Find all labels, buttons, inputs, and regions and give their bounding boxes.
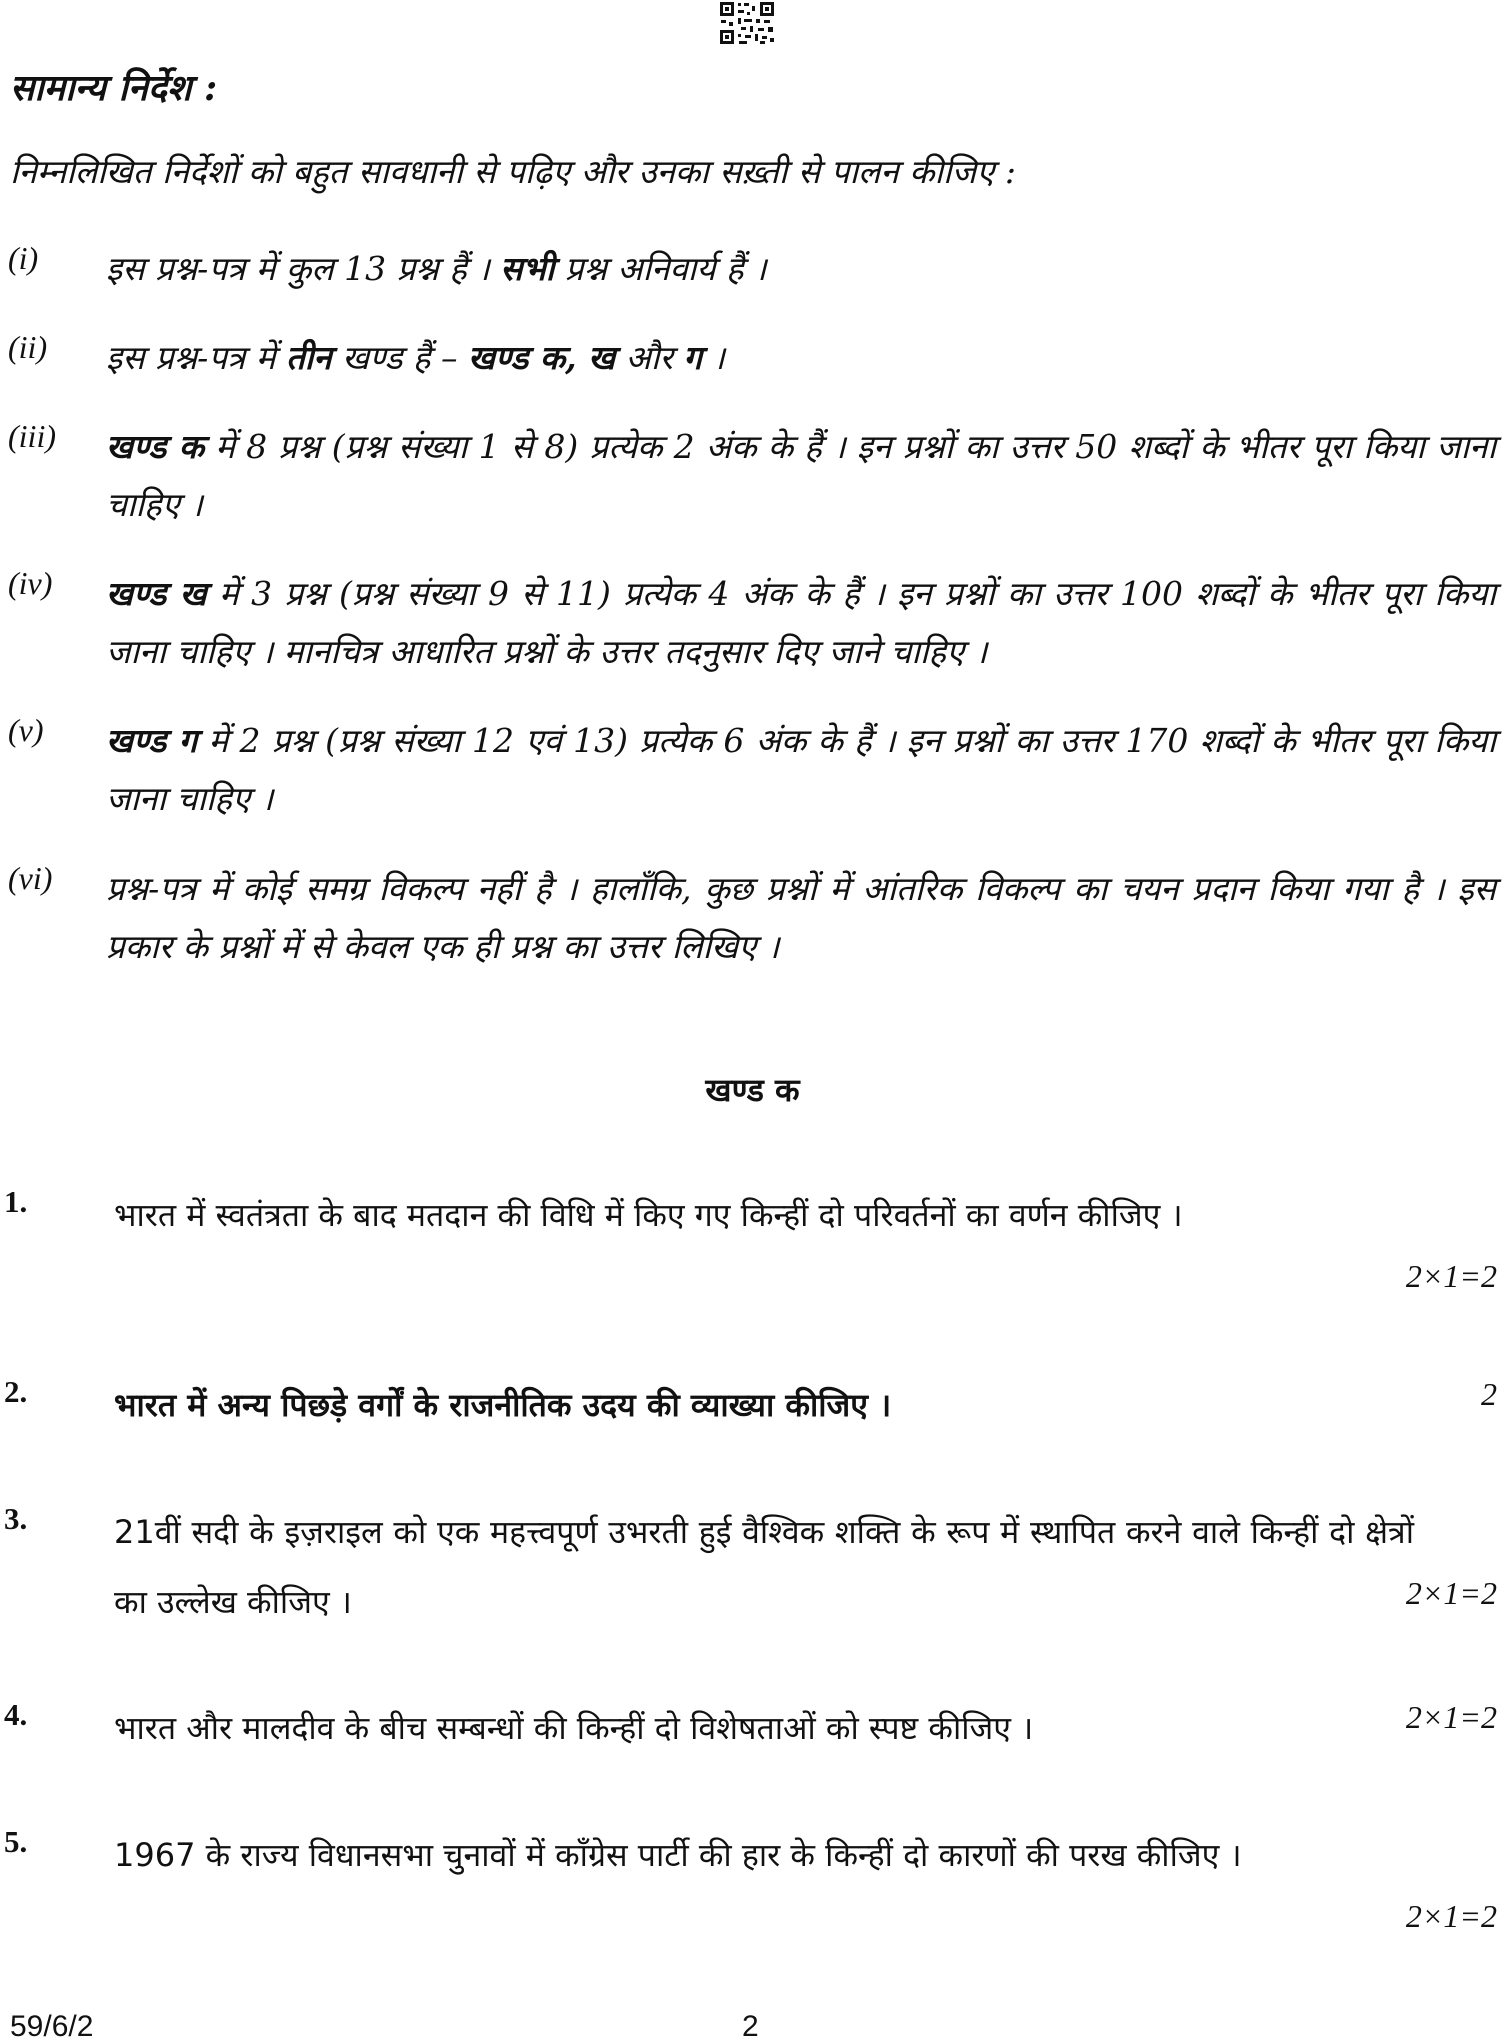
instruction-fragment: में 3 प्रश्न (प्रश्न संख्या 9 से 11) प्रत्येक 4 अंक के हैं । इन प्रश्नों का उत्तर 100 शब्दों के भीतर पूरा किया जाना चाहिए । मानचित्र आधारित प्रश्नों के उत्तर तदनुसार दिए जाने चाहिए । — [106, 574, 1497, 671]
instruction-text — [106, 860, 1496, 976]
instruction-emphasis: खण्ड ख — [106, 574, 207, 613]
instruction-fragment: इस प्रश्न-पत्र में — [106, 338, 286, 377]
instruction-number: (iii) — [8, 418, 56, 454]
paper-code: 59/6/2 — [10, 2010, 94, 2043]
general-instructions-intro: निम्नलिखित निर्देशों को बहुत सावधानी से पढ़िए और उनका सख़्ती से पालन कीजिए : — [10, 152, 1016, 191]
question-marks: 2×1=2 — [1405, 1898, 1497, 1934]
question-number: 4. — [4, 1697, 28, 1732]
question-marks: 2 — [1481, 1376, 1497, 1412]
instruction-emphasis: खण्ड ग — [106, 721, 198, 760]
question-text: 1967 के राज्य विधानसभा चुनावों में काँग्रेस पार्टी की हार के किन्हीं दो कारणों की परख कीजिए । — [114, 1836, 1242, 1874]
question-number: 5. — [4, 1824, 28, 1859]
instruction-text — [106, 418, 1496, 534]
question-number: 1. — [4, 1184, 28, 1219]
page-number: 2 — [742, 2010, 759, 2043]
instruction-text — [106, 240, 1496, 298]
instruction-emphasis: तीन — [285, 338, 332, 377]
question-text: भारत में अन्य पिछड़े वर्गों के राजनीतिक उदय की व्याख्या कीजिए । — [114, 1386, 892, 1424]
instruction-emphasis: सभी — [500, 249, 555, 288]
instruction-emphasis: खण्ड क, ख — [467, 338, 616, 377]
instruction-number: (v) — [8, 712, 44, 748]
instruction-fragment: । — [701, 338, 725, 377]
instruction-emphasis: खण्ड क — [106, 427, 204, 466]
qr-code-icon — [718, 0, 776, 46]
question-marks: 2×1=2 — [1405, 1575, 1497, 1611]
question-text: 21वीं सदी के इज़राइल को एक महत्त्वपूर्ण उभरती हुई वैश्विक शक्ति के रूप में स्थापित करने वाले किन्हीं दो क्षेत्रों का उल्लेख कीजिए । — [114, 1513, 1414, 1621]
question-marks: 2×1=2 — [1405, 1699, 1497, 1735]
instruction-fragment: खण्ड हैं – — [331, 338, 468, 377]
question-marks: 2×1=2 — [1405, 1258, 1497, 1294]
instruction-fragment: प्रश्न-पत्र में कोई समग्र विकल्प नहीं है । हालाँकि, कुछ प्रश्नों में आंतरिक विकल्प का चयन प्रदान किया गया है । इस प्रकार के प्रश्नों में से केवल एक ही प्रश्न का उत्तर लिखिए । — [106, 869, 1496, 966]
instruction-number: (ii) — [8, 329, 48, 365]
instruction-number: (iv) — [8, 565, 53, 601]
instruction-emphasis: ग — [683, 338, 702, 377]
section-title: खण्ड क — [705, 1071, 800, 1109]
instruction-fragment: में 8 प्रश्न (प्रश्न संख्या 1 से 8) प्रत्येक 2 अंक के हैं । इन प्रश्नों का उत्तर 50 शब्दों के भीतर पूरा किया जाना चाहिए । — [106, 427, 1496, 524]
instruction-text — [106, 329, 1496, 387]
question-text: भारत और मालदीव के बीच सम्बन्धों की किन्हीं दो विशेषताओं को स्पष्ट कीजिए । — [114, 1709, 1034, 1747]
question-number: 2. — [4, 1374, 28, 1409]
instruction-fragment: प्रश्न अनिवार्य हैं । — [554, 249, 767, 288]
general-instructions-title: सामान्य निर्देश : — [10, 67, 218, 109]
question-number: 3. — [4, 1501, 28, 1536]
instruction-number: (i) — [8, 240, 39, 276]
instruction-fragment: में 2 प्रश्न (प्रश्न संख्या 12 एवं 13) प्रत्येक 6 अंक के हैं । इन प्रश्नों का उत्तर 170 शब्दों के भीतर पूरा किया जाना चाहिए । — [106, 721, 1496, 818]
instruction-text — [106, 712, 1496, 828]
instruction-fragment: और — [615, 338, 684, 377]
instruction-fragment: इस प्रश्न-पत्र में कुल 13 प्रश्न हैं । — [106, 249, 501, 288]
instruction-number: (vi) — [8, 860, 53, 896]
question-text: भारत में स्वतंत्रता के बाद मतदान की विधि में किए गए किन्हीं दो परिवर्तनों का वर्णन कीजिए । — [114, 1196, 1183, 1234]
instruction-text — [106, 565, 1496, 681]
